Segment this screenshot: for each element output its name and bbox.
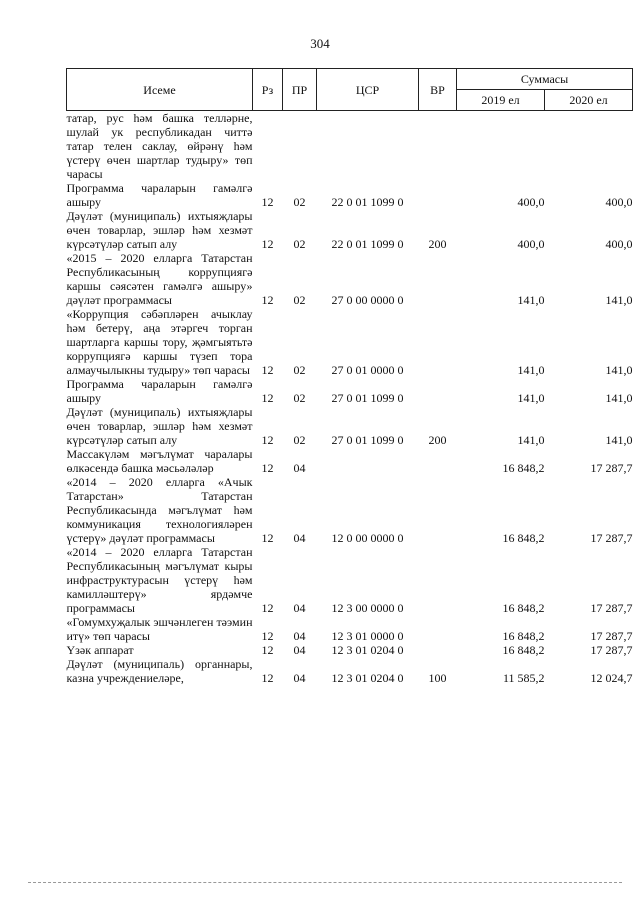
row-rz: 12 xyxy=(261,293,274,307)
row-csr: 12 3 01 0000 0 xyxy=(331,629,404,643)
header-2019: 2019 ел xyxy=(457,90,545,111)
row-rz: 12 xyxy=(261,461,274,475)
row-rz: 12 xyxy=(261,363,274,377)
row-vr: 200 xyxy=(428,237,447,251)
row-2019: 141,0 xyxy=(517,293,545,307)
row-name: Программа чараларын гамәлгә ашыру xyxy=(66,377,253,405)
row-rz: 12 xyxy=(261,237,274,251)
row-pr: 04 xyxy=(293,461,306,475)
row-2019: 11 585,2 xyxy=(502,671,545,685)
row-2019: 400,0 xyxy=(517,195,545,209)
row-name: «Коррупция сәбәпләрен ачыклау һәм бетерү, аңа этәргеч торган шартларга каршы тору, җәмгыятьтә коррупциягә каршы түзеп тора алмаучылыкны тудыру» төп чарасы xyxy=(66,307,253,377)
row-2019: 141,0 xyxy=(517,433,545,447)
row-pr: 02 xyxy=(293,433,306,447)
row-2020: 17 287,7 xyxy=(590,629,633,643)
row-csr: 12 3 00 0000 0 xyxy=(331,601,404,615)
header-pr: ПР xyxy=(283,69,317,111)
table-row xyxy=(67,405,633,447)
header-rz: Рз xyxy=(253,69,283,111)
row-name: Дәүләт (муниципаль) органнары, казна учреждениеләре, xyxy=(66,657,253,685)
header-2020: 2020 ел xyxy=(545,90,633,111)
header-sums: Суммасы xyxy=(457,69,633,90)
table-row xyxy=(67,209,633,251)
table-row xyxy=(67,657,633,685)
table-row xyxy=(67,251,633,307)
table-row xyxy=(67,377,633,405)
table-row xyxy=(67,447,633,475)
row-2020: 17 287,7 xyxy=(590,461,633,475)
row-name: Үзәк аппарат xyxy=(66,643,134,657)
row-rz: 12 xyxy=(261,391,274,405)
header-name: Исеме xyxy=(67,69,253,111)
row-2020: 17 287,7 xyxy=(590,531,633,545)
row-pr: 02 xyxy=(293,363,306,377)
row-2019: 16 848,2 xyxy=(502,643,545,657)
row-rz: 12 xyxy=(261,433,274,447)
row-2019: 16 848,2 xyxy=(502,629,545,643)
row-name: Массакүләм мәгълүмат чаралары өлкәсендә башка мәсьәләләр xyxy=(66,447,253,475)
row-2019: 16 848,2 xyxy=(502,461,545,475)
row-csr xyxy=(317,447,419,475)
row-csr: 22 0 01 1099 0 xyxy=(331,237,404,251)
table-row xyxy=(67,545,633,615)
row-2020: 141,0 xyxy=(605,363,633,377)
row-rz: 12 xyxy=(261,195,274,209)
row-2019: 141,0 xyxy=(517,363,545,377)
table-row xyxy=(67,307,633,377)
row-csr: 12 3 01 0204 0 xyxy=(331,671,404,685)
row-vr xyxy=(419,475,457,545)
row-csr: 22 0 01 1099 0 xyxy=(331,195,404,209)
row-pr: 02 xyxy=(293,391,306,405)
header-csr: ЦСР xyxy=(317,69,419,111)
row-name: Программа чараларын гамәлгә ашыру xyxy=(66,181,253,209)
row-2020: 12 024,7 xyxy=(590,671,633,685)
header-vr: ВР xyxy=(419,69,457,111)
row-rz: 12 xyxy=(261,531,274,545)
row-pr: 02 xyxy=(293,237,306,251)
table-row xyxy=(67,111,633,182)
row-name: Дәүләт (муниципаль) ихтыяҗлары өчен товарлар, эшләр һәм хезмәт күрсәтүләр сатып алу xyxy=(66,405,253,447)
row-2020: 17 287,7 xyxy=(590,643,633,657)
row-rz: 12 xyxy=(261,643,274,657)
row-vr: 200 xyxy=(428,433,447,447)
row-2020: 17 287,7 xyxy=(590,601,633,615)
row-2019: 141,0 xyxy=(517,391,545,405)
row-csr: 12 0 00 0000 0 xyxy=(331,531,404,545)
row-2020: 400,0 xyxy=(605,237,633,251)
row-2019 xyxy=(457,111,545,182)
row-rz: 12 xyxy=(261,601,274,615)
row-pr xyxy=(283,111,317,182)
row-2019: 16 848,2 xyxy=(502,531,545,545)
page-number: 304 xyxy=(310,36,330,51)
row-csr: 27 0 01 0000 0 xyxy=(331,363,404,377)
row-csr: 12 3 01 0204 0 xyxy=(331,643,404,657)
row-2020: 400,0 xyxy=(605,195,633,209)
row-vr xyxy=(419,643,457,657)
row-2020: 141,0 xyxy=(605,391,633,405)
row-rz xyxy=(253,111,283,182)
row-name: «2014 – 2020 елларга «Ачык Татарстан» Татарстан Республикасында мәгълүмат һәм коммуникация технологияләрен үстерү» дәүләт программасы xyxy=(66,475,253,545)
row-vr xyxy=(419,111,457,182)
row-2020: 141,0 xyxy=(605,293,633,307)
row-pr: 04 xyxy=(293,671,306,685)
row-name: татар, рус һәм башка телләрне, шулай ук республикадан читтә татар телен саклау, өйрәнү һәм үстерү өчен шартлар тудыру» төп чарасы xyxy=(66,111,253,181)
row-pr: 02 xyxy=(293,195,306,209)
budget-table xyxy=(66,68,633,685)
row-name: Дәүләт (муниципаль) ихтыяҗлары өчен товарлар, эшләр һәм хезмәт күрсәтүләр сатып алу xyxy=(66,209,253,251)
row-vr: 100 xyxy=(428,671,447,685)
row-csr xyxy=(317,111,419,182)
row-vr xyxy=(419,447,457,475)
row-2019: 16 848,2 xyxy=(502,601,545,615)
row-pr: 04 xyxy=(293,629,306,643)
row-vr xyxy=(419,615,457,643)
row-vr xyxy=(419,545,457,615)
row-csr: 27 0 01 1099 0 xyxy=(331,433,404,447)
table-row xyxy=(67,181,633,209)
row-vr xyxy=(419,377,457,405)
row-pr: 04 xyxy=(293,531,306,545)
row-name: «2014 – 2020 елларга Татарстан Республикасының мәгълүмат кыры инфраструктурасын үстерү һәм камилләштерү» ярдәмче программасы xyxy=(66,545,253,615)
footer-divider xyxy=(28,882,622,883)
table-row xyxy=(67,643,633,657)
row-vr xyxy=(419,307,457,377)
row-pr: 04 xyxy=(293,601,306,615)
row-2020 xyxy=(545,111,633,182)
row-pr: 04 xyxy=(293,643,306,657)
row-name: «2015 – 2020 елларга Татарстан Республикасының коррупциягә каршы сәясәтен гамәлгә ашыру» дәүләт программасы xyxy=(66,251,253,307)
row-csr: 27 0 01 1099 0 xyxy=(331,391,404,405)
row-2020: 141,0 xyxy=(605,433,633,447)
table-row xyxy=(67,475,633,545)
row-csr: 27 0 00 0000 0 xyxy=(331,293,404,307)
row-rz: 12 xyxy=(261,671,274,685)
row-2019: 400,0 xyxy=(517,237,545,251)
row-name: «Гомумхуҗалык эшчәнлеген тәэмин итү» төп чарасы xyxy=(66,615,253,643)
row-vr xyxy=(419,181,457,209)
row-pr: 02 xyxy=(293,293,306,307)
row-vr xyxy=(419,251,457,307)
row-rz: 12 xyxy=(261,629,274,643)
table-row xyxy=(67,615,633,643)
